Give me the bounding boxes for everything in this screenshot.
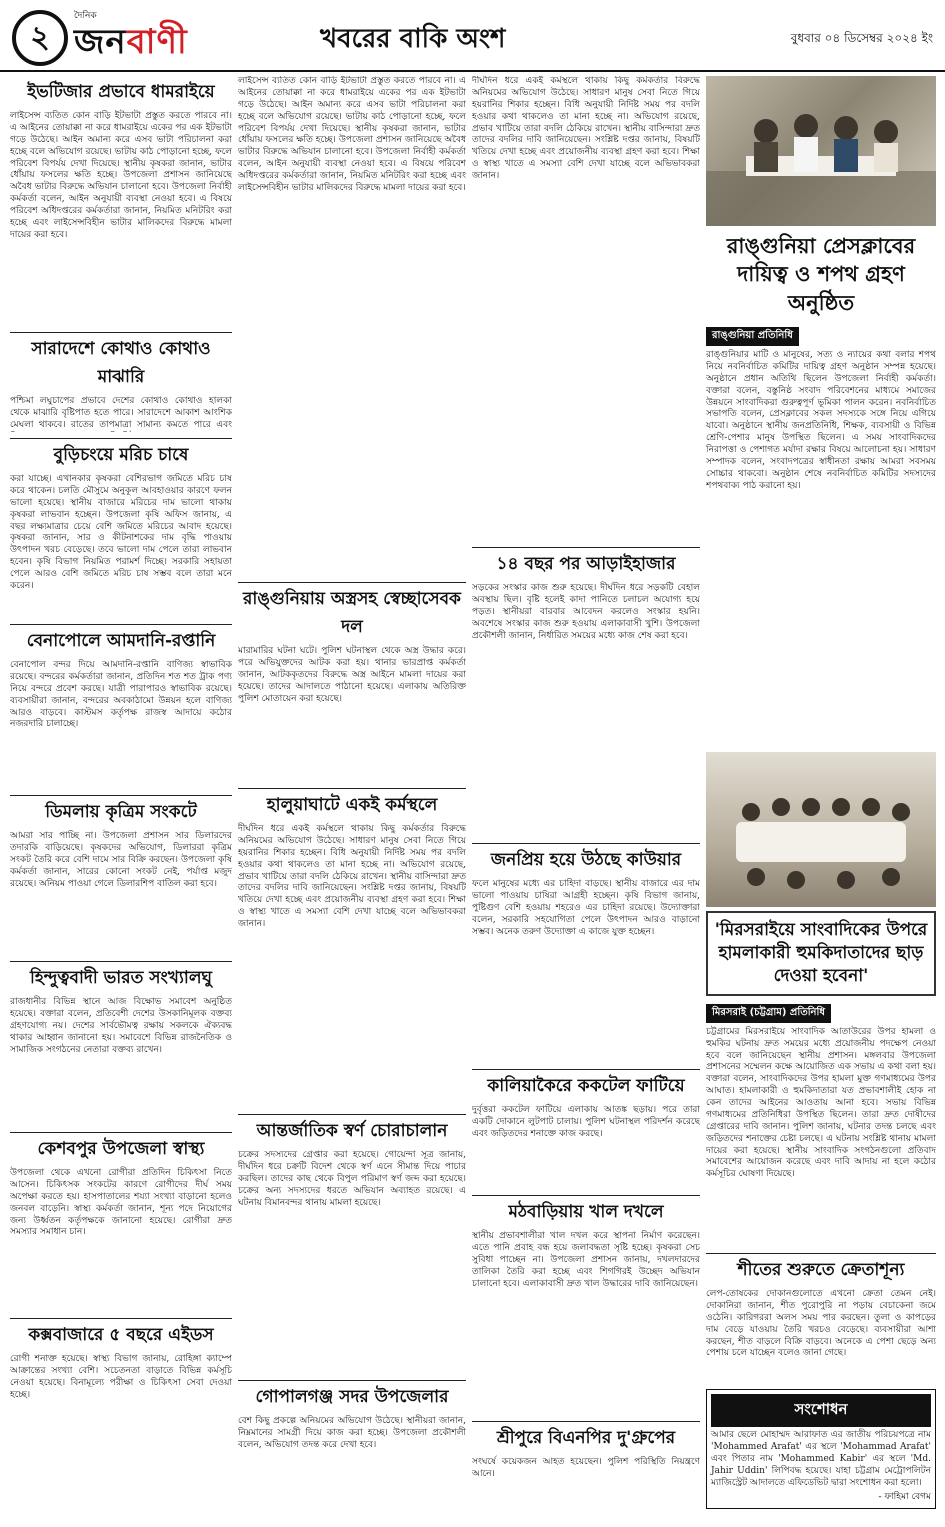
- article-body: দীর্ঘদিন ধরে একই কর্মস্থলে থাকায় কিছু কর্মকর্তার বিরুদ্ধে অনিয়মের অভিযোগ উঠেছে। সাধারণ মানুষ সেবা নিতে গিয়ে হয়রানির শিকার হচ্ছেন। বিধি অনুযায়ী নির্দিষ্ট সময় পর বদলি হওয়ার কথা থাকলেও তা মানা হচ্ছে না। অভিযোগ রয়েছে, প্রভাব খাটিয়ে তারা বদলি ঠেকিয়ে রাখেন। স্থানীয় বাসিন্দারা দ্রুত তাদের বদলির দাবি জানিয়েছেন। সংশ্লিষ্ট দপ্তর জানায়, বিষয়টি খতিয়ে দেখা হচ্ছে এবং প্রয়োজনীয় ব্যবস্থা গ্রহণ করা হবে। শিক্ষা ও স্বাস্থ্য খাতে এ সমস্যা বেশি দেখা যাচ্ছে বলে অভিভাবকরা জানান।: [472, 76, 700, 181]
- article-title: 'মিরসরাইয়ে সাংবাদিকের উপরে হামলাকারী হুমকিদাতাদের ছাড় দেওয়া হবেনা': [714, 920, 928, 986]
- article-body: করা যাচ্ছে। এখানকার কৃষকরা বেশিরভাগ জমিতে মরিচ চাষ করে থাকেন। চলতি মৌসুমে অনুকূল আবহাওয়ার কারণে ফলন ভালো হয়েছে। স্থানীয় বাজারে মরিচের দাম ভালো থাকায় কৃষকরা লাভবান হচ্ছেন। উপজেলা কৃষি অফিস জানায়, এ বছর লক্ষ্যমাত্রার চেয়ে বেশি জমিতে মরিচের আবাদ হয়েছে। কৃষকরা জানান, সার ও কীটনাশকের দাম বৃদ্ধি পাওয়ায় উৎপাদন খরচ বেড়েছে। তবে ভালো দাম পেলে তারা লাভবান হবেন। কৃষি বিভাগ নিয়মিত পরামর্শ দিচ্ছে। সরকারি সহায়তা পেলে আরও বেশি জমিতে মরিচ চাষ সম্ভব বলে তারা মনে করেন।: [10, 474, 232, 591]
- article: [472, 1195, 700, 1415]
- article: [472, 76, 700, 541]
- correction-body: আমার ছেলে মোহাম্মদ আরাফাত এর জাতীয় পরিচয়পত্রে নাম 'Mohammed Arafat' এর স্থলে 'Mohammad Arafat' এবং পিতার নাম 'Mohammed Kabir' এর স্থলে 'Md. Jahir Uddin' লিপিবদ্ধ হয়েছে। যাহা চট্টগ্রাম মেট্রোপলিটন ম্যাজিস্ট্রেট আদালতে এফিডেভিট দ্বারা সংশোধন করা হলো।: [711, 1430, 931, 1488]
- article-body: স্থানীয় প্রভাবশালীরা খাল দখল করে স্থাপনা নির্মাণ করেছেন। এতে পানি প্রবাহ বন্ধ হয়ে জলাবদ্ধতা সৃষ্টি হচ্ছে। কৃষকরা সেচ সুবিধা পাচ্ছেন না। উপজেলা প্রশাসন জানায়, দখলদারদের তালিকা তৈরি করা হচ্ছে এবং শিগগিরই উচ্ছেদ অভিযান চালানো হবে। এলাকাবাসী দ্রুত খাল উদ্ধারের দাবি জানিয়েছেন।: [472, 1231, 700, 1289]
- article-title: সারাদেশে কোথাও কোথাও মাঝারি: [10, 332, 232, 396]
- article: [238, 582, 466, 782]
- article-body: রাঙ্গুনিয়ার মাটি ও মানুষের, সত্য ও ন্যায়ের কথা বলার শপথ নিয়ে নবনির্বাচিত কমিটির দায়িত্ব গ্রহণ অনুষ্ঠান সম্পন্ন হয়েছে। অনুষ্ঠানে প্রধান অতিথি ছিলেন উপজেলা নির্বাহী কর্মকর্তা। বক্তারা বলেন, বস্তুনিষ্ঠ সংবাদ পরিবেশনের মাধ্যমে সমাজের উন্নয়নে সাংবাদিকরা গুরুত্বপূর্ণ ভূমিকা পালন করেন। নবনির্বাচিত সভাপতি বলেন, প্রেসক্লাবের সকল সদস্যকে সঙ্গে নিয়ে এগিয়ে যাবো। অনুষ্ঠানে স্থানীয় জনপ্রতিনিধি, শিক্ষক, ব্যবসায়ী ও বিভিন্ন শ্রেণি-পেশার মানুষ উপস্থিত ছিলেন। এ সময় সাংবাদিকদের নিরাপত্তা ও পেশাগত মর্যাদা রক্ষার বিষয়ে আলোচনা হয়। সাধারণ সম্পাদক বলেন, সংবাদপত্রের স্বাধীনতা রক্ষায় আমরা সবসময় সোচ্চার থাকবো। অনুষ্ঠান শেষে নবনির্বাচিত কমিটির সদস্যদের শপথবাক্য পাঠ করানো হয়।: [706, 350, 936, 491]
- article-title: কক্সবাজারে ৫ বছরে এইডস: [10, 1318, 232, 1354]
- article-title: রাঙ্গুনিয়ায় অস্ত্রসহ স্বেচ্ছাসেবক দল: [238, 582, 466, 646]
- byline: রাঙ্গুনিয়া প্রতিনিধি: [706, 327, 799, 346]
- press-club-photo-figure: [706, 76, 936, 226]
- article: [472, 547, 700, 837]
- article: [472, 1421, 700, 1516]
- column-4: [706, 76, 936, 1522]
- article-title: শীতের শুরুতে ক্রেতাশূন্য: [706, 1253, 936, 1289]
- article: [10, 1318, 232, 1488]
- article-title: জনপ্রিয় হয়ে উঠছে কাউয়ার: [472, 843, 700, 879]
- article: [10, 795, 232, 955]
- article-title: হিন্দুত্ববাদী ভারত সংখ্যালঘু: [10, 961, 232, 997]
- article: [10, 332, 232, 432]
- article: [706, 1253, 936, 1383]
- article: [706, 226, 936, 746]
- article-title: গোপালগঞ্জ সদর উপজেলার: [238, 1380, 466, 1416]
- quote-headline-box: [706, 911, 936, 996]
- column-3: [472, 76, 700, 1522]
- article-body: সংঘর্ষে কয়েকজন আহত হয়েছেন। পুলিশ পরিস্থিতি নিয়ন্ত্রণে আনে।: [472, 1457, 700, 1479]
- article-body: লাইসেন্স ব্যতিত কোন বাড়ি ইটভাটা প্রস্তুত করতে পারবে না। এ আইনের তোয়াক্কা না করে ধামরাইয়ে একের পর এক ইটভাটা গড়ে উঠেছে। আইন অমান্য করে এসব ভাটা পরিচালনা করা হচ্ছে বলে অভিযোগ রয়েছে। ভাটায় কাঠ পোড়ানো হচ্ছে, ফলে পরিবেশ বিপর্যয় দেখা দিয়েছে। স্থানীয় কৃষকরা জানান, ভাটার ধোঁয়ায় ফসলের ক্ষতি হচ্ছে। উপজেলা প্রশাসন জানিয়েছে অবৈধ ভাটার বিরুদ্ধে অভিযান চালানো হবে। উপজেলা নির্বাহী কর্মকর্তা বলেন, আইন অনুযায়ী ব্যবস্থা নেওয়া হবে। এ বিষয়ে পরিবেশ অধিদপ্তরের কর্মকর্তারা জানান, নিয়মিত মনিটরিং করা হচ্ছে এবং লাইসেন্সবিহীন ভাটার মালিকদের বিরুদ্ধে মামলা দায়ের করা হবে।: [238, 76, 466, 193]
- press-club-photo: [706, 76, 936, 226]
- article: [706, 907, 936, 1247]
- column-1: [10, 76, 232, 1522]
- article-body: রাজধানীর বিভিন্ন স্থানে আজ বিক্ষোভ সমাবেশ অনুষ্ঠিত হয়েছে। বক্তারা বলেন, প্রতিবেশী দেশের উসকানিমূলক বক্তব্য গ্রহণযোগ্য নয়। দেশের সার্বভৌমত্ব রক্ষায় সকলকে ঐক্যবদ্ধ থাকার আহ্বান জানানো হয়। সমাবেশে বিভিন্ন রাজনৈতিক ও সামাজিক সংগঠনের নেতারা বক্তব্য রাখেন।: [10, 997, 232, 1055]
- article-title: মঠবাড়িয়ায় খাল দখলে: [472, 1195, 700, 1231]
- correction-title: সংশোধন: [711, 1394, 931, 1427]
- article: [472, 1069, 700, 1189]
- article: [238, 76, 466, 576]
- article-body: আমরা সার পাচ্ছি না। উপজেলা প্রশাসন সার ডিলারদের তদারকি বাড়িয়েছে। কৃষকদের অভিযোগ, ডিলাররা কৃত্রিম সংকট তৈরি করে বেশি দামে সার বিক্রি করছেন। উপজেলা কৃষি কর্মকর্তা জানান, সারের কোনো সংকট নেই, পর্যাপ্ত মজুদ রয়েছে। অনিয়ম পাওয়া গেলে ডিলারশিপ বাতিল করা হবে।: [10, 831, 232, 889]
- column-2: [238, 76, 466, 1522]
- issue-date: বুধবার ০৪ ডিসেম্বর ২০২৪ ইং: [790, 31, 933, 45]
- meeting-photo-figure: [706, 752, 936, 907]
- meeting-photo: [706, 752, 936, 907]
- article-body: দুর্বৃত্তরা ককটেল ফাটিয়ে এলাকায় আতঙ্ক ছড়ায়। পরে তারা একটি দোকানে লুটপাট চালায়। পুলিশ ঘটনাস্থল পরিদর্শন করেছে এবং জড়িতদের শনাক্তে কাজ করছে।: [472, 1105, 700, 1139]
- article-body: সড়কের সংস্কার কাজ শুরু হয়েছে। দীর্ঘদিন ধরে সড়কটি বেহাল অবস্থায় ছিল। বৃষ্টি হলেই কাদা পানিতে চলাচল অযোগ্য হয়ে পড়ত। স্থানীয়রা বারবার আবেদন করলেও সংস্কার হয়নি। অবশেষে সংস্কার কাজ শুরু হওয়ায় এলাকাবাসী খুশি। উপজেলা প্রকৌশলী জানান, নির্ধারিত সময়ের মধ্যে কাজ শেষ করা হবে।: [472, 583, 700, 641]
- paper-tag: দৈনিক: [74, 11, 97, 21]
- page-number: ২: [12, 10, 68, 66]
- article-body: লেপ-তোষকের দোকানগুলোতে এখনো ক্রেতা তেমন নেই। দোকানিরা জানান, শীত পুরোপুরি না পড়ায় বেচাকেনা জমে ওঠেনি। কারিগররা অলস সময় পার করছেন। তুলা ও কাপড়ের দাম বেড়ে যাওয়ায় তৈরি খরচও বেড়েছে। ব্যবসায়ীরা আশা করছেন, শীত বাড়লে বিক্রি বাড়বে। অনেকে এ পেশা ছেড়ে অন্য পেশায় চলে যাচ্ছেন বলেও জানা গেছে।: [706, 1289, 936, 1359]
- article-title: ১৪ বছর পর আড়াইহাজার: [472, 547, 700, 583]
- article-body: পশ্চিমা লঘুচাপের প্রভাবে দেশের কোথাও কোথাও হালকা থেকে মাঝারি বৃষ্টিপাত হতে পারে। সারাদেশে আকাশ আংশিক মেঘলা থাকবে। রাতের তাপমাত্রা সামান্য কমতে পারে এবং: [10, 396, 232, 430]
- article-body: চক্রের সদস্যদের গ্রেপ্তার করা হয়েছে। গোয়েন্দা সূত্র জানায়, দীর্ঘদিন ধরে চক্রটি বিদেশ থেকে স্বর্ণ এনে সীমান্ত দিয়ে পাচার করছিল। তাদের কাছ থেকে বিপুল পরিমাণ স্বর্ণ জব্দ করা হয়েছে। চক্রের অন্য সদস্যদের ধরতে অভিযান অব্যাহত রয়েছে। এ ঘটনায় বিমানবন্দর থানায় মামলা হয়েছে।: [238, 1150, 466, 1208]
- article: [472, 843, 700, 1063]
- article: [10, 76, 232, 326]
- article: [10, 1132, 232, 1312]
- article-body: বেশ কিছু প্রকল্পে অনিয়মের অভিযোগ উঠেছে। স্থানীয়রা জানান, নিম্নমানের সামগ্রী দিয়ে কাজ করা হচ্ছে। উপজেলা প্রকৌশলী বলেন, অভিযোগ তদন্ত করে দেখা হবে।: [238, 1416, 466, 1450]
- correction-box: [706, 1389, 936, 1509]
- article: [10, 438, 232, 618]
- article-title: ডিমলায় কৃত্রিম সংকটে: [10, 795, 232, 831]
- article-title: বেনাপোলে আমদানি-রপ্তানি: [10, 624, 232, 660]
- article: [10, 961, 232, 1126]
- article-body: বেনাপোল বন্দর দিয়ে আমদানি-রপ্তানি বাণিজ্য স্বাভাবিক রয়েছে। বন্দরের কর্মকর্তারা জানান, প্রতিদিন শত শত ট্রাক পণ্য নিয়ে বন্দরে প্রবেশ করছে। যাত্রী পারাপারও স্বাভাবিক রয়েছে। ব্যবসায়ীরা জানান, বন্দরের অবকাঠামো উন্নয়ন হলে বাণিজ্য আরও বাড়বে। কাস্টমস কর্তৃপক্ষ রাজস্ব আদায়ে কঠোর নজরদারি চালাচ্ছে।: [10, 660, 232, 730]
- article-body: রোগী শনাক্ত হয়েছে। স্বাস্থ্য বিভাগ জানায়, রোহিঙ্গা ক্যাম্পে আক্রান্তের সংখ্যা বেশি। সচেতনতা বাড়াতে বিভিন্ন কর্মসূচি নেওয়া হয়েছে। বিনামূল্যে পরীক্ষা ও চিকিৎসা সেবা দেওয়া হচ্ছে।: [10, 1354, 232, 1400]
- correction-signature: - ফাহিমা বেগম: [878, 1492, 931, 1503]
- article-title: হালুয়াঘাটে একই কর্মস্থলে: [238, 788, 466, 824]
- section-title: খবরের বাকি অংশ: [320, 24, 506, 54]
- article-title: রাঙ্গুনিয়া প্রেসক্লাবের দায়িত্ব ও শপথ গ্রহণ অনুষ্ঠিত: [726, 234, 916, 315]
- article-title: ইভটিজার প্রভাবে ধামরাইয়ে: [27, 82, 215, 102]
- article-body: ফলে মানুষের মধ্যে এর চাহিদা বাড়ছে। স্থানীয় বাজারে এর দাম ভালো পাওয়ায় চাষিরা আগ্রহী হচ্ছেন। কৃষি বিভাগ জানায়, পুষ্টিগুণ বেশি হওয়ায় শহরেও এর চাহিদা রয়েছে। উদ্যোক্তারা বলেন, সরকারি সহযোগিতা পেলে উৎপাদন আরও বাড়ানো সম্ভব। অনেক তরুণ উদ্যোক্তা এ কাজে যুক্ত হচ্ছেন।: [472, 879, 700, 937]
- article-body: উপজেলা থেকে এখনো রোগীরা প্রতিদিন চিকিৎসা নিতে আসেন। চিকিৎসক সংকটের কারণে রোগীদের দীর্ঘ সময় অপেক্ষা করতে হয়। হাসপাতালের শয্যা সংখ্যা বাড়ানো হলেও জনবল বাড়েনি। স্বাস্থ্য কর্মকর্তা জানান, শূন্য পদে নিয়োগের জন্য উর্ধ্বতন কর্তৃপক্ষকে জানানো হয়েছে। রোগীরা দ্রুত সমস্যার সমাধান চান।: [10, 1168, 232, 1238]
- byline: মিরসরাই (চট্টগ্রাম) প্রতিনিধি: [706, 1004, 831, 1023]
- article-body: লাইসেন্স ব্যতিত কোন বাড়ি ইটভাটা প্রস্তুত করতে পারবে না। এ আইনের তোয়াক্কা না করে ধামরাইয়ে একের পর এক ইটভাটা গড়ে উঠেছে। আইন অমান্য করে এসব ভাটা পরিচালনা করা হচ্ছে বলে অভিযোগ রয়েছে। ভাটায় কাঠ পোড়ানো হচ্ছে, ফলে পরিবেশ বিপর্যয় দেখা দিয়েছে। স্থানীয় কৃষকরা জানান, ভাটার ধোঁয়ায় ফসলের ক্ষতি হচ্ছে। উপজেলা প্রশাসন জানিয়েছে অবৈধ ভাটার বিরুদ্ধে অভিযান চালানো হবে। উপজেলা নির্বাহী কর্মকর্তা বলেন, আইন অনুযায়ী ব্যবস্থা নেওয়া হবে। এ বিষয়ে পরিবেশ অধিদপ্তরের কর্মকর্তারা জানান, নিয়মিত মনিটরিং করা হচ্ছে এবং লাইসেন্সবিহীন ভাটার মালিকদের বিরুদ্ধে মামলা দায়ের করা হবে।: [10, 111, 232, 240]
- article: [10, 624, 232, 789]
- article-body: চট্টগ্রামের মিরসরাইয়ে সাংবাদিক আতাউরের উপর হামলা ও হুমকির ঘটনায় দ্রুত সময়ের মধ্যে প্রয়োজনীয় পদক্ষেপ নেওয়া হবে বলে জানিয়েছেন স্থানীয় প্রশাসন। মঙ্গলবার উপজেলা প্রশাসনের সম্মেলন কক্ষে আয়োজিত এক সভায় এ কথা বলা হয়। বক্তারা বলেন, সাংবাদিকদের উপর হামলা মুক্ত গণমাধ্যমের উপর আঘাত। হামলাকারী ও হুমকিদাতারা যত প্রভাবশালীই হোক না কেন তাদের আইনের আওতায় আনা হবে। সভায় বিভিন্ন গণমাধ্যমের প্রতিনিধিরা উপস্থিত ছিলেন। তারা দ্রুত দোষীদের গ্রেপ্তারের দাবি জানান। পুলিশ জানায়, ঘটনার তদন্ত চলছে এবং জড়িতদের শনাক্তের চেষ্টা চলছে। এ ঘটনায় সংশ্লিষ্ট থানায় মামলা দায়ের করা হয়েছে। স্থানীয় সাংবাদিক সংগঠনগুলো প্রতিবাদ সমাবেশের আয়োজন করেছে এবং দাবি আদায় না হলে কঠোর কর্মসূচির ঘোষণা দিয়েছে।: [706, 1026, 936, 1180]
- page-header: [0, 0, 945, 72]
- article: [238, 1114, 466, 1374]
- article-body: মারামারির ঘটনা ঘটে। পুলিশ ঘটনাস্থল থেকে অস্ত্র উদ্ধার করে। পরে অভিযুক্তদের আটক করা হয়। থানার ভারপ্রাপ্ত কর্মকর্তা জানান, আটককৃতদের বিরুদ্ধে অস্ত্র আইনে মামলা দায়ের করা হয়েছে। তাদের আদালতে পাঠানো হয়েছে। এলাকায় অতিরিক্ত পুলিশ মোতায়েন করা হয়েছে।: [238, 646, 466, 704]
- article-title: কালিয়াকৈরে ককটেল ফাটিয়ে: [472, 1069, 700, 1105]
- article-title: কেশবপুর উপজেলা স্বাস্থ্য: [10, 1132, 232, 1168]
- article: [238, 1380, 466, 1520]
- article-title: শ্রীপুরে বিএনপির দু'গ্রুপের: [472, 1421, 700, 1457]
- article-body: দীর্ঘদিন ধরে একই কর্মস্থলে থাকায় কিছু কর্মকর্তার বিরুদ্ধে অনিয়মের অভিযোগ উঠেছে। সাধারণ মানুষ সেবা নিতে গিয়ে হয়রানির শিকার হচ্ছেন। বিধি অনুযায়ী নির্দিষ্ট সময় পর বদলি হওয়ার কথা থাকলেও তা মানা হচ্ছে না। অভিযোগ রয়েছে, প্রভাব খাটিয়ে তারা বদলি ঠেকিয়ে রাখেন। স্থানীয় বাসিন্দারা দ্রুত তাদের বদলির দাবি জানিয়েছেন। সংশ্লিষ্ট দপ্তর জানায়, বিষয়টি খতিয়ে দেখা হচ্ছে এবং প্রয়োজনীয় ব্যবস্থা গ্রহণ করা হবে। শিক্ষা ও স্বাস্থ্য খাতে এ সমস্যা বেশি দেখা যাচ্ছে বলে অভিভাবকরা জানান।: [238, 824, 466, 929]
- article-title: আন্তর্জাতিক স্বর্ণ চোরাচালান: [238, 1114, 466, 1150]
- article: [238, 788, 466, 1108]
- article-title: বুড়িচংয়ে মরিচ চাষে: [10, 438, 232, 474]
- newspaper-logo: জনবাণী: [74, 22, 188, 62]
